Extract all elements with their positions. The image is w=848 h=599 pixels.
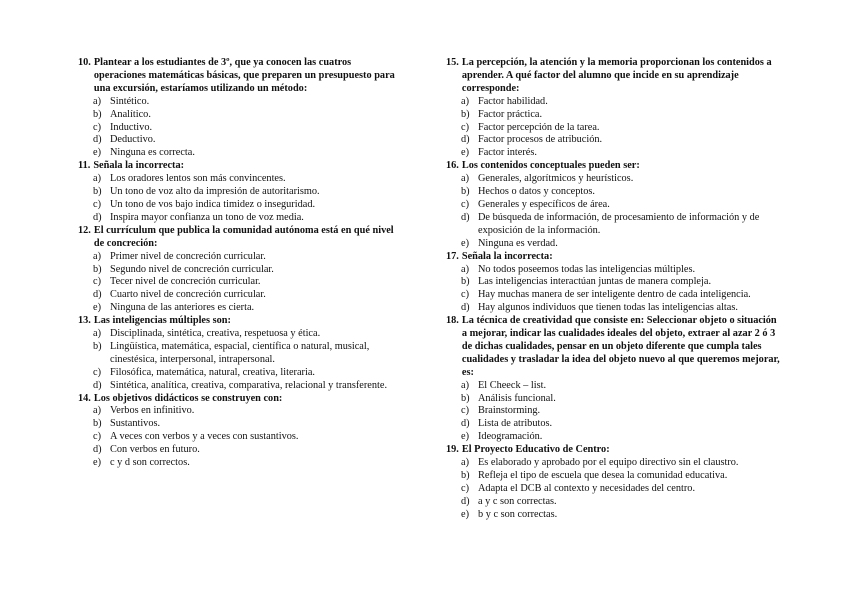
option-text: Sustantivos. — [110, 418, 161, 430]
question — [78, 393, 396, 470]
question-number: 14. — [78, 392, 91, 404]
question-text: La técnica de creatividad que consiste en: Seleccionar objeto o situación a mejorar, indicar las cualidades ideales del objeto, extraer al azar 2 ó 3 de dichas cualidades, pensar en un objeto diferente que cumpla tales cualidades y trasladar la idea del objeto nuevo al que queremos mejorar, es: — [461, 315, 780, 378]
option-letter: c) — [93, 121, 101, 133]
answer-option — [446, 186, 784, 199]
option-text: a y c son correctas. — [478, 495, 557, 507]
option-letter: e) — [461, 237, 469, 249]
answer-option — [78, 367, 396, 380]
question-text: Los objetivos didácticos se construyen con: — [93, 392, 283, 404]
option-letter: b) — [93, 263, 102, 275]
option-letter: e) — [461, 431, 469, 443]
answer-option — [446, 496, 784, 509]
option-text: Generales y específicos de área. — [478, 198, 610, 210]
option-text: Primer nivel de concreción curricular. — [110, 250, 266, 262]
option-letter: d) — [93, 134, 102, 146]
question-heading — [78, 315, 396, 328]
question-heading — [446, 57, 784, 96]
question-number: 12. — [78, 224, 91, 236]
option-letter: c) — [461, 198, 469, 210]
option-text: Hay algunos individuos que tienen todas las inteligencias altas. — [478, 302, 738, 314]
question — [446, 160, 784, 250]
option-list — [78, 173, 396, 225]
answer-option — [446, 405, 784, 418]
question-heading — [78, 160, 396, 173]
answer-option — [446, 276, 784, 289]
option-text: Lingüística, matemática, espacial, científica o natural, musical, cinestésica, interpersonal, intrapersonal. — [110, 340, 370, 365]
question — [78, 160, 396, 225]
option-letter: d) — [93, 289, 102, 301]
answer-option — [446, 122, 784, 135]
question-text: Las inteligencias múltiples son: — [93, 315, 231, 327]
question-number: 11. — [78, 160, 91, 172]
option-text: Ninguna es correcta. — [110, 147, 195, 159]
option-text: Factor procesos de atribución. — [478, 134, 603, 146]
option-text: Verbos en infinitivo. — [110, 405, 195, 417]
option-letter: c) — [93, 431, 101, 443]
answer-option — [78, 328, 396, 341]
answer-option — [78, 276, 396, 289]
option-text: No todos poseemos todas las inteligencias múltiples. — [478, 263, 696, 275]
answer-option — [78, 431, 396, 444]
option-text: Analítico. — [110, 108, 151, 120]
option-text: Inspira mayor confianza un tono de voz media. — [110, 211, 304, 223]
answer-option — [446, 134, 784, 147]
option-letter: a) — [93, 405, 101, 417]
option-text: Factor interés. — [478, 147, 537, 159]
option-letter: b) — [93, 108, 102, 120]
answer-option — [446, 457, 784, 470]
question-text: El currículum que publica la comunidad autónoma está en qué nivel de concreción: — [93, 224, 394, 249]
question-heading — [446, 315, 784, 380]
question-number: 19. — [446, 444, 459, 456]
option-list — [446, 96, 784, 161]
option-text: c y d son correctos. — [110, 457, 190, 469]
question — [78, 57, 396, 160]
option-text: Adapta el DCB al contexto y necesidades del centro. — [478, 482, 696, 494]
option-letter: e) — [93, 302, 101, 314]
option-letter: c) — [93, 366, 101, 378]
answer-option — [446, 96, 784, 109]
option-text: Disciplinada, sintética, creativa, respetuosa y ética. — [110, 328, 321, 340]
option-text: Ninguna de las anteriores es cierta. — [110, 302, 255, 314]
answer-option — [78, 186, 396, 199]
option-letter: c) — [93, 276, 101, 288]
question — [446, 444, 784, 521]
option-text: Lista de atributos. — [478, 418, 553, 430]
question-number: 18. — [446, 315, 459, 327]
answer-option — [446, 509, 784, 522]
option-text: Ideogramación. — [478, 431, 543, 443]
option-list — [446, 264, 784, 316]
option-letter: a) — [461, 457, 469, 469]
question-number: 17. — [446, 250, 459, 262]
option-letter: b) — [461, 108, 470, 120]
answer-option — [446, 238, 784, 251]
option-letter: a) — [93, 95, 101, 107]
answer-option — [78, 264, 396, 277]
question — [446, 251, 784, 316]
option-letter: c) — [93, 198, 101, 210]
option-text: Factor percepción de la tarea. — [478, 121, 600, 133]
option-letter: a) — [93, 250, 101, 262]
question-number: 10. — [78, 57, 91, 68]
option-letter: d) — [93, 211, 102, 223]
option-letter: e) — [461, 147, 469, 159]
option-letter: b) — [93, 340, 102, 352]
answer-option — [446, 264, 784, 277]
right-column — [446, 57, 784, 522]
question — [78, 225, 396, 315]
answer-option — [446, 470, 784, 483]
option-letter: c) — [461, 289, 469, 301]
option-letter: d) — [461, 134, 470, 146]
left-column — [78, 57, 396, 470]
option-letter: d) — [93, 379, 102, 391]
option-text: Con verbos en futuro. — [110, 444, 200, 456]
option-text: Un tono de voz alto da impresión de autoritarismo. — [110, 186, 320, 198]
answer-option — [446, 393, 784, 406]
question — [446, 315, 784, 444]
option-text: Inductivo. — [110, 121, 153, 133]
question-text: Señala la incorrecta: — [461, 250, 553, 262]
answer-option — [446, 380, 784, 393]
option-letter: a) — [461, 379, 469, 391]
option-letter: d) — [461, 495, 470, 507]
option-text: Es elaborado y aprobado por el equipo directivo sin el claustro. — [478, 457, 739, 469]
option-list — [78, 405, 396, 470]
answer-option — [78, 380, 396, 393]
question-number: 15. — [446, 57, 459, 68]
option-letter: a) — [461, 173, 469, 185]
option-list — [78, 251, 396, 316]
option-text: Factor habilidad. — [478, 95, 548, 107]
option-letter: a) — [93, 173, 101, 185]
answer-option — [446, 289, 784, 302]
option-letter: d) — [461, 418, 470, 430]
option-letter: b) — [93, 418, 102, 430]
question-text: La percepción, la atención y la memoria proporcionan los contenidos a aprender. A qué factor del alumno que incide en su aprendizaje corresponde: — [461, 57, 772, 94]
option-letter: e) — [93, 147, 101, 159]
question-text: Los contenidos conceptuales pueden ser: — [461, 160, 640, 172]
question-text: Plantear a los estudiantes de 3º, que ya conocen las cuatros operaciones matemáticas básicas, que preparen un presupuesto para una excursión, estaríamos utilizando un método: — [93, 57, 395, 94]
option-text: Factor práctica. — [478, 108, 543, 120]
option-list — [78, 328, 396, 393]
question-text: El Proyecto Educativo de Centro: — [461, 444, 610, 456]
answer-option — [78, 173, 396, 186]
option-text: Brainstorming. — [478, 405, 541, 417]
option-text: El Cheeck – list. — [478, 379, 547, 391]
option-letter: d) — [461, 302, 470, 314]
option-list — [78, 96, 396, 161]
answer-option — [78, 199, 396, 212]
option-text: Tecer nivel de concreción curricular. — [110, 276, 261, 288]
option-letter: b) — [461, 276, 470, 288]
question-number: 16. — [446, 160, 459, 172]
option-text: Ninguna es verdad. — [478, 237, 558, 249]
question-heading — [446, 160, 784, 173]
option-text: Sintético. — [110, 95, 150, 107]
answer-option — [446, 302, 784, 315]
option-letter: d) — [93, 444, 102, 456]
option-letter: c) — [461, 405, 469, 417]
option-text: Cuarto nivel de concreción curricular. — [110, 289, 266, 301]
question-heading — [78, 225, 396, 251]
question-heading — [78, 393, 396, 406]
option-text: Hechos o datos y conceptos. — [478, 186, 595, 198]
answer-option — [78, 341, 396, 367]
question-heading — [446, 444, 784, 457]
option-text: A veces con verbos y a veces con sustantivos. — [110, 431, 299, 443]
option-letter: b) — [461, 470, 470, 481]
question-number: 13. — [78, 315, 91, 327]
option-letter: c) — [461, 482, 469, 494]
option-text: Generales, algorítmicos y heurísticos. — [478, 173, 634, 185]
answer-option — [446, 147, 784, 160]
answer-option — [78, 405, 396, 418]
question-text: Señala la incorrecta: — [93, 160, 185, 172]
answer-option — [446, 109, 784, 122]
question — [446, 57, 784, 160]
option-list — [446, 173, 784, 250]
answer-option — [78, 418, 396, 431]
option-text: Un tono de vos bajo indica timidez o inseguridad. — [110, 198, 316, 210]
option-letter: e) — [461, 508, 469, 520]
option-text: Hay muchas manera de ser inteligente dentro de cada inteligencia. — [478, 289, 751, 301]
option-text: Deductivo. — [110, 134, 156, 146]
answer-option — [78, 289, 396, 302]
answer-option — [78, 122, 396, 135]
option-text: b y c son correctas. — [478, 508, 558, 520]
option-list — [446, 380, 784, 445]
option-letter: b) — [461, 392, 470, 404]
answer-option — [78, 134, 396, 147]
answer-option — [446, 173, 784, 186]
answer-option — [78, 96, 396, 109]
answer-option — [78, 444, 396, 457]
answer-option — [78, 109, 396, 122]
option-text: Sintética, analítica, creativa, comparativa, relacional y transferente. — [110, 379, 388, 391]
option-list — [446, 457, 784, 522]
option-text: Las inteligencias interactúan juntas de manera compleja. — [478, 276, 712, 288]
option-letter: c) — [461, 121, 469, 133]
option-letter: b) — [461, 186, 470, 198]
answer-option — [446, 199, 784, 212]
answer-option — [446, 212, 784, 238]
answer-option — [78, 251, 396, 264]
answer-option — [78, 212, 396, 225]
option-text: Análisis funcional. — [478, 392, 556, 404]
answer-option — [446, 418, 784, 431]
option-text: Refleja el tipo de escuela que desea la comunidad educativa. — [478, 470, 728, 481]
answer-option — [78, 302, 396, 315]
option-letter: e) — [93, 457, 101, 469]
answer-option — [78, 147, 396, 160]
question-heading — [446, 251, 784, 264]
answer-option — [446, 483, 784, 496]
option-letter: d) — [461, 211, 470, 223]
option-letter: a) — [93, 328, 101, 340]
option-text: De búsqueda de información, de procesamiento de información y de exposición de la información. — [478, 211, 760, 236]
question — [78, 315, 396, 392]
question-heading — [78, 57, 396, 96]
option-letter: a) — [461, 263, 469, 275]
option-text: Los oradores lentos son más convincentes. — [110, 173, 286, 185]
option-text: Segundo nivel de concreción curricular. — [110, 263, 274, 275]
option-letter: b) — [93, 186, 102, 198]
answer-option — [78, 457, 396, 470]
option-letter: a) — [461, 95, 469, 107]
answer-option — [446, 431, 784, 444]
option-text: Filosófica, matemática, natural, creativa, literaria. — [110, 366, 315, 378]
